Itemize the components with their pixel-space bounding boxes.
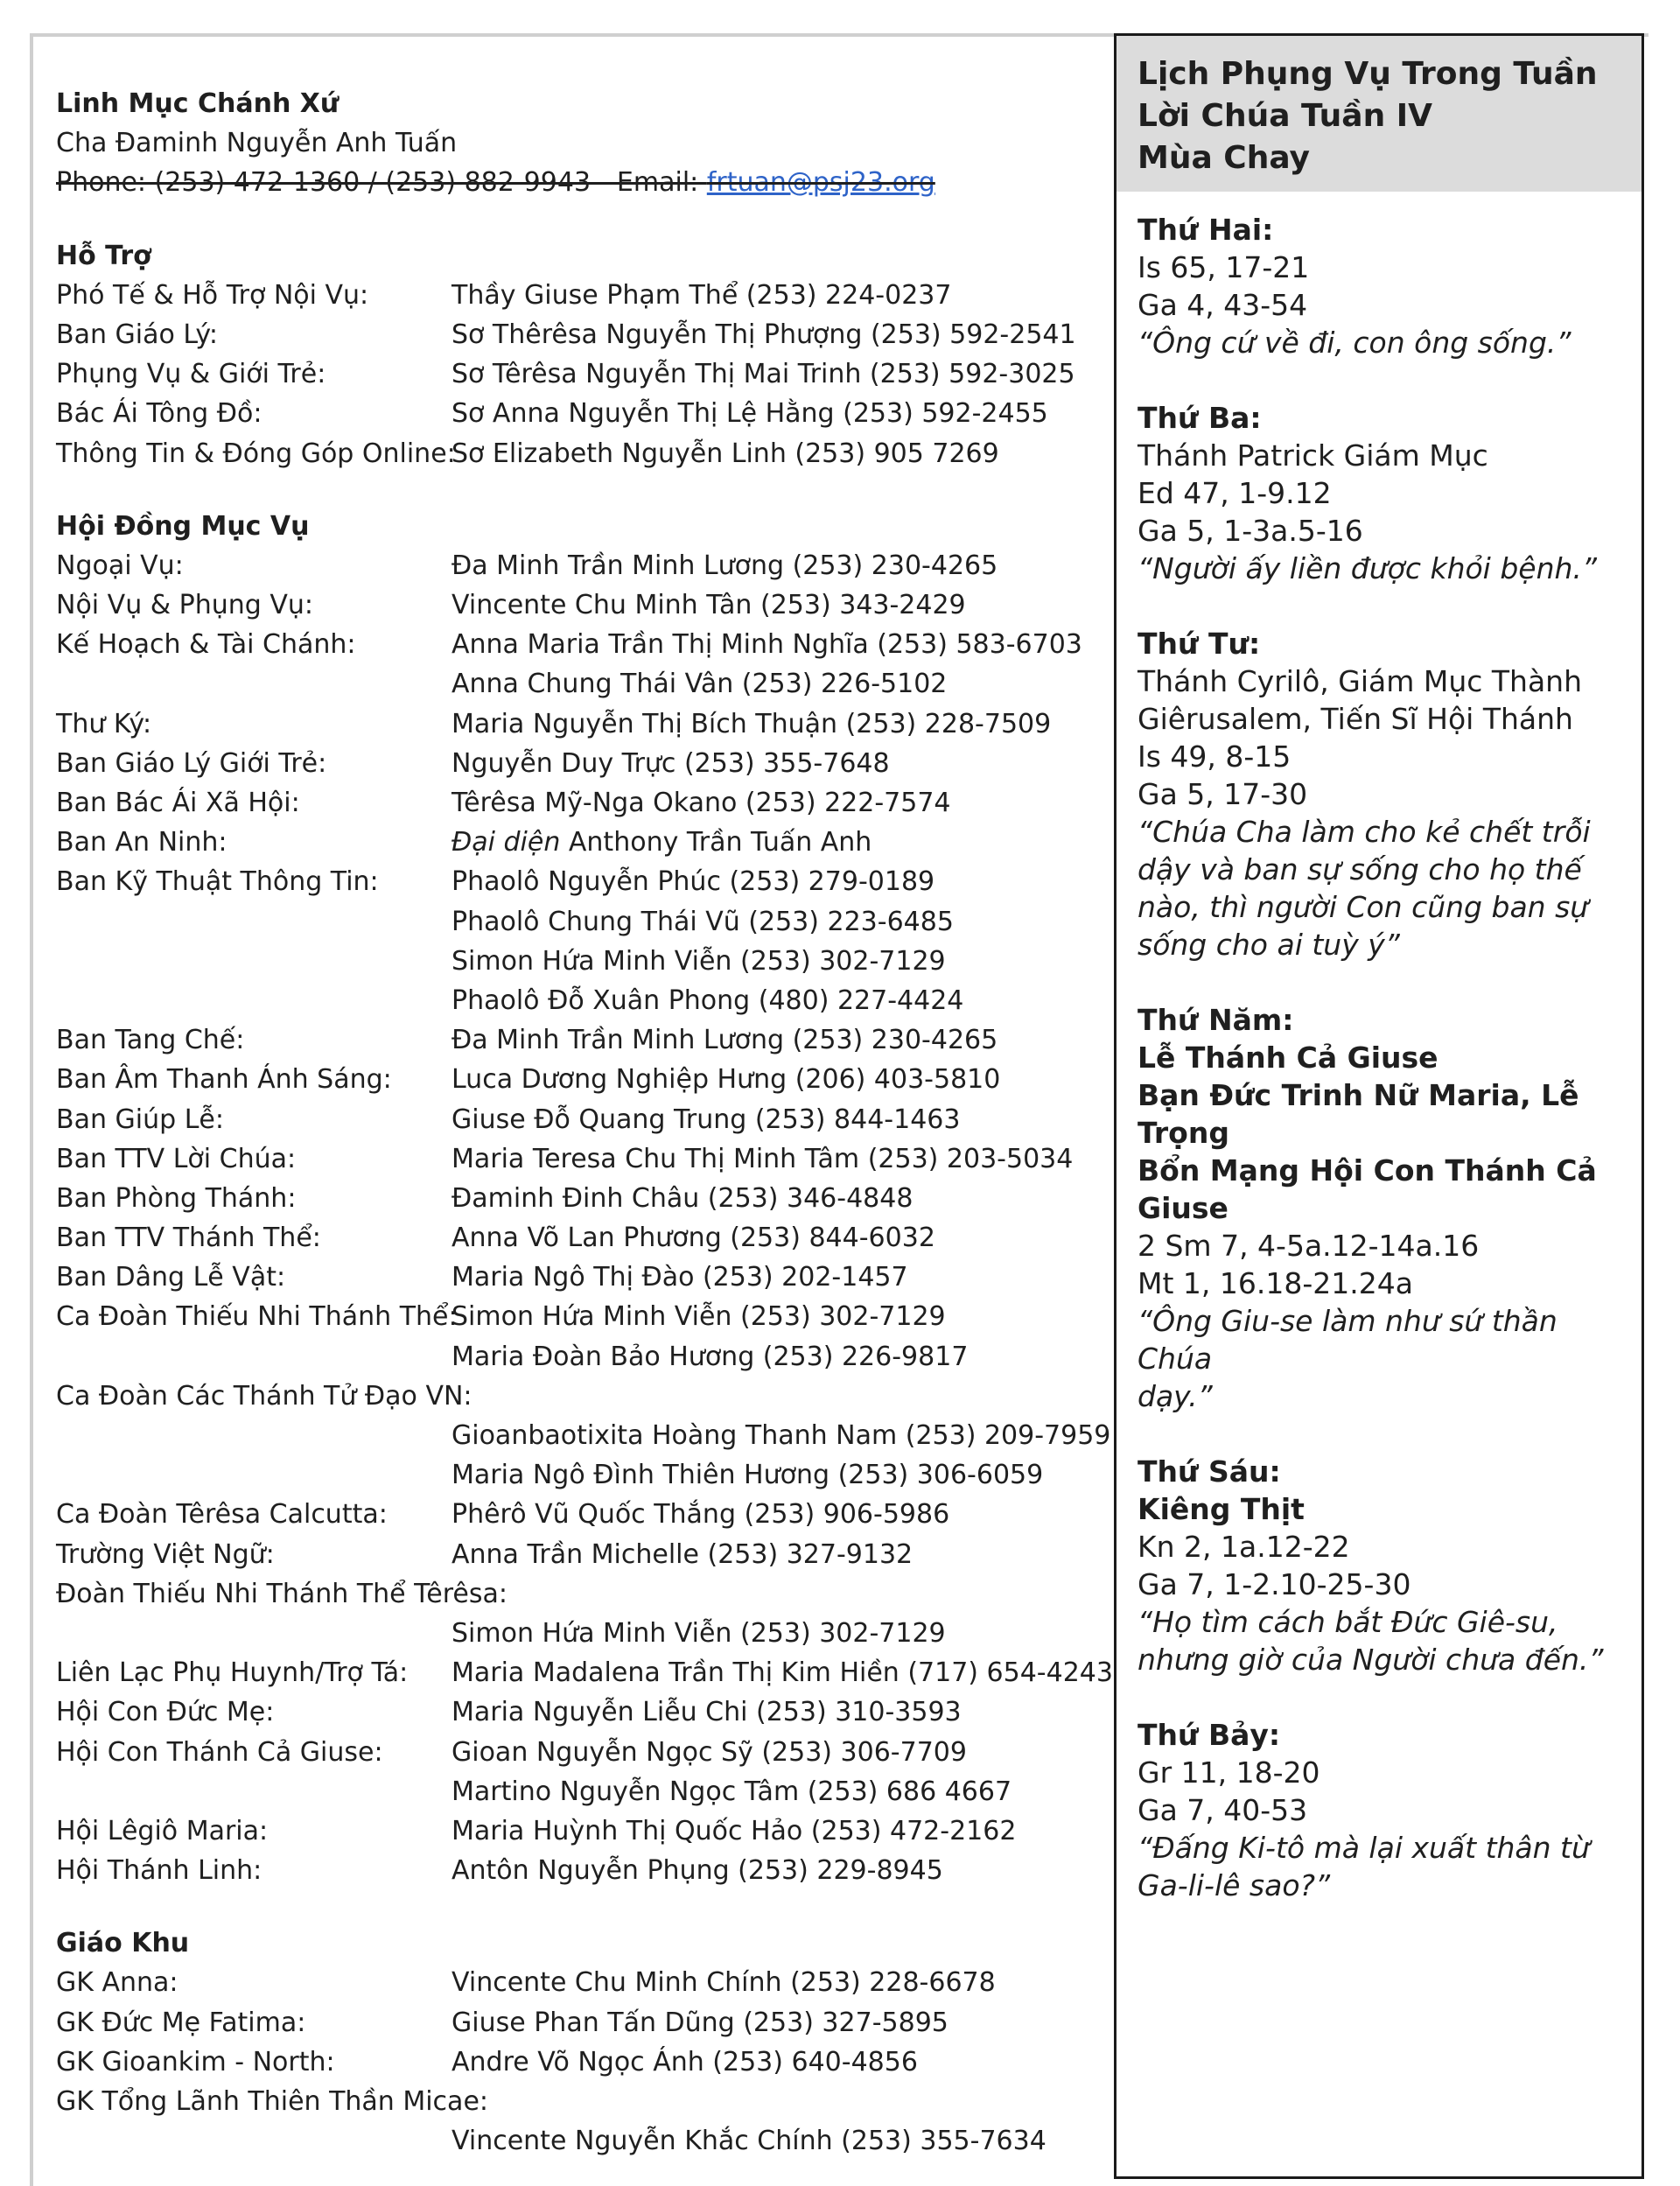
gospel-quote: sống cho ai tuỳ ý” — [1138, 928, 1400, 962]
person-contact — [452, 1535, 913, 1574]
directory-row — [56, 354, 1097, 394]
pastor-heading: Linh Mục Chánh Xứ — [56, 88, 340, 119]
person-contact — [452, 1218, 935, 1258]
person-contact — [452, 2121, 1046, 2161]
liturgy-title-line: Mùa Chay — [1138, 140, 1310, 176]
person-text: Phaolô Đỗ Xuân Phong (480) 227-4424 — [452, 984, 964, 1016]
role-label: GK Đức Mẹ Fatima: — [56, 2007, 306, 2038]
person-text: Anthony Trần Tuấn Anh — [560, 827, 872, 858]
liturgy-panel — [1114, 33, 1644, 2179]
directory-row — [56, 315, 1097, 354]
directory-row — [56, 1377, 1097, 1416]
person-text: Đa Minh Trần Minh Lương (253) 230-4265 — [452, 550, 998, 581]
person-text: Maria Madalena Trần Thị Kim Hiền (717) 654-4243 — [452, 1657, 1113, 1689]
directory-row — [56, 1692, 1097, 1732]
liturgy-title-line: Lời Chúa Tuần IV — [1138, 98, 1432, 134]
role-label: Ban Giáo Lý: — [56, 319, 219, 350]
role-label: Hội Con Đức Mẹ: — [56, 1697, 275, 1728]
person-text: Maria Teresa Chu Thị Minh Tâm (253) 203-5034 — [452, 1143, 1074, 1174]
person-text: Nguyễn Duy Trực (253) 355-7648 — [452, 747, 890, 779]
directory-row — [56, 1653, 1113, 1692]
person-text: Maria Đoàn Bảo Hương (253) 226-9817 — [452, 1341, 969, 1372]
weekday-label: Thứ Tư: — [1138, 627, 1261, 661]
person-text: Giuse Phan Tấn Dũng (253) 327-5895 — [452, 2007, 948, 2038]
person-contact — [452, 862, 934, 901]
person-text: Anna Chung Thái Vân (253) 226-5102 — [452, 669, 948, 700]
directory-row — [56, 902, 1097, 942]
role-label: Hội Con Thánh Cả Giuse: — [56, 1736, 383, 1768]
person-text: Đaminh Đinh Châu (253) 346-4848 — [452, 1182, 914, 1214]
pastor-email-link[interactable]: frtuan@psj23.org — [706, 167, 935, 199]
directory-row — [56, 1100, 1097, 1139]
directory-row — [56, 1772, 1097, 1811]
directory-row — [56, 942, 1097, 981]
liturgy-title — [1116, 36, 1642, 192]
person-contact — [452, 1297, 946, 1336]
directory-row — [56, 783, 1097, 823]
role-label: Ban Dâng Lễ Vật: — [56, 1262, 286, 1293]
role-label: Ban Giúp Lễ: — [56, 1104, 224, 1135]
gospel-quote: “Ông Giu-se làm như sứ thần Chúa — [1138, 1304, 1558, 1376]
person-text: Têrêsa Mỹ-Nga Okano (253) 222-7574 — [452, 788, 951, 818]
role-label: Ban Tang Chế: — [56, 1025, 245, 1056]
person-text: Sơ Elizabeth Nguyễn Linh (253) 905 7269 — [452, 438, 999, 469]
role-label: Liên Lạc Phụ Huynh/Trợ Tá: — [56, 1657, 409, 1689]
directory-row — [56, 862, 1097, 901]
person-contact — [452, 1455, 1043, 1495]
reading-line: Is 49, 8-15 — [1138, 739, 1292, 774]
person-text: Vincente Nguyễn Khắc Chính (253) 355-7634 — [452, 2126, 1046, 2157]
person-contact — [452, 1258, 908, 1297]
person-contact — [452, 546, 998, 585]
person-contact — [452, 783, 951, 823]
reading-line: Thánh Cyrilô, Giám Mục Thành — [1138, 664, 1583, 698]
person-contact — [452, 1851, 943, 1890]
person-text: Maria Ngô Đình Thiên Hương (253) 306-6059 — [452, 1460, 1044, 1491]
role-label: Ban TTV Lời Chúa: — [56, 1143, 297, 1174]
role-label: Ban Giáo Lý Giới Trẻ: — [56, 747, 327, 779]
directory-row — [56, 1416, 1111, 1455]
role-label: Kế Hoạch & Tài Chánh: — [56, 629, 356, 661]
person-text: Maria Ngô Thị Đào (253) 202-1457 — [452, 1262, 908, 1293]
directory-column — [56, 84, 1113, 2161]
reading-line: Ga 7, 40-53 — [1138, 1793, 1308, 1827]
person-text: Simon Hứa Minh Viễn (253) 302-7129 — [452, 1617, 946, 1649]
reading-line: Kn 2, 1a.12-22 — [1138, 1530, 1350, 1564]
role-label: Ca Đoàn Thiếu Nhi Thánh Thể: — [56, 1301, 458, 1333]
person-contact — [452, 1060, 1000, 1099]
feast-name: Bạn Đức Trinh Nữ Maria, Lễ — [1138, 1078, 1579, 1112]
directory-row — [56, 1733, 1097, 1772]
person-text: Gioan Nguyễn Ngọc Sỹ (253) 306-7709 — [452, 1736, 967, 1768]
person-contact — [452, 704, 1051, 744]
directory-row — [56, 1139, 1097, 1179]
person-contact — [452, 354, 1075, 394]
person-contact — [452, 1416, 1110, 1455]
person-contact — [452, 1614, 946, 1653]
person-contact — [452, 394, 1048, 433]
representative-note: Đại diện — [452, 827, 561, 858]
role-label: Thông Tin & Đóng Góp Online: — [56, 438, 456, 469]
person-contact — [452, 1733, 967, 1772]
person-contact — [452, 1179, 913, 1218]
role-label: Thư Ký: — [56, 708, 152, 739]
person-text: Luca Dương Nghiệp Hưng (206) 403-5810 — [452, 1064, 1001, 1096]
person-text: Anna Trần Michelle (253) 327-9132 — [452, 1538, 914, 1570]
person-text: Antôn Nguyễn Phụng (253) 229-8945 — [452, 1855, 943, 1887]
directory-row — [56, 1851, 1097, 1890]
liturgy-days — [1116, 192, 1642, 1904]
weekday-label: Thứ Sáu: — [1138, 1454, 1281, 1489]
role-label: Nội Vụ & Phụng Vụ: — [56, 590, 314, 621]
person-contact — [452, 276, 951, 315]
directory-row — [56, 2121, 1097, 2161]
person-text: Đa Minh Trần Minh Lương (253) 230-4265 — [452, 1025, 998, 1056]
directory-row — [56, 1337, 1097, 1377]
person-contact — [452, 1020, 998, 1060]
day-spacer — [1138, 1415, 1631, 1453]
role-label: Ban An Ninh: — [56, 827, 228, 858]
gospel-quote: “Đấng Ki-tô mà lại xuất thân từ — [1138, 1831, 1590, 1865]
directory-row — [56, 1495, 1097, 1534]
directory-row — [56, 1218, 1097, 1258]
role-label: GK Gioankim - North: — [56, 2046, 335, 2077]
pastor-phone: Phone: (253) 472-1360 / (253) 882-9943 - Email: — [56, 167, 707, 199]
role-label: Phụng Vụ & Giới Trẻ: — [56, 359, 326, 390]
person-contact — [452, 1337, 968, 1377]
person-contact — [452, 823, 872, 862]
person-contact — [452, 1495, 949, 1534]
person-text: Simon Hứa Minh Viễn (253) 302-7129 — [452, 1301, 946, 1333]
role-label: Bác Ái Tông Đồ: — [56, 398, 262, 430]
directory-row — [56, 1811, 1097, 1851]
role-label: GK Tổng Lãnh Thiên Thần Micae: — [56, 2086, 489, 2117]
directory-row — [56, 664, 1097, 704]
reading-line: Ga 4, 43-54 — [1138, 288, 1308, 322]
directory-row — [56, 2003, 1097, 2042]
feast-name: Bổn Mạng Hội Con Thánh Cả — [1138, 1153, 1597, 1188]
directory-row — [56, 1614, 1097, 1653]
role-label: Ban Phòng Thánh: — [56, 1182, 297, 1214]
role-label: Ca Đoàn Các Thánh Tử Đạo VN: — [56, 1380, 472, 1412]
person-text: Maria Huỳnh Thị Quốc Hảo (253) 472-2162 — [452, 1815, 1017, 1846]
person-text: Phaolô Chung Thái Vũ (253) 223-6485 — [452, 906, 954, 937]
person-text: Sơ Têrêsa Nguyễn Thị Mai Trinh (253) 592-3025 — [452, 359, 1075, 390]
council-heading: Hội Đồng Mục Vụ — [56, 510, 310, 542]
reading-line: 2 Sm 7, 4-5a.12-14a.16 — [1138, 1229, 1480, 1263]
directory-row — [56, 1455, 1097, 1495]
gospel-quote: Ga-li-lê sao?” — [1138, 1868, 1331, 1902]
person-text: Sơ Thêrêsa Nguyễn Thị Phượng (253) 592-2541 — [452, 319, 1076, 350]
person-contact — [452, 1653, 1113, 1692]
role-label: Ban TTV Thánh Thể: — [56, 1223, 321, 1254]
person-contact — [452, 1963, 996, 2002]
day-spacer — [1138, 361, 1631, 399]
person-contact — [452, 585, 966, 625]
person-contact — [452, 625, 1082, 664]
feast-name: Lễ Thánh Cả Giuse — [1138, 1040, 1438, 1075]
person-text: Anna Maria Trần Thị Minh Nghĩa (253) 583-6703 — [452, 629, 1082, 661]
directory-row — [56, 276, 1097, 315]
person-text: Vincente Chu Minh Chính (253) 228-6678 — [452, 1967, 996, 1999]
directory-row — [56, 1258, 1097, 1297]
role-label: Ngoại Vụ: — [56, 550, 184, 581]
person-contact — [452, 315, 1076, 354]
feast-name: Trọng — [1138, 1116, 1229, 1150]
person-text: Phêrô Vũ Quốc Thắng (253) 906-5986 — [452, 1499, 950, 1531]
person-contact — [452, 1772, 1012, 1811]
reading-line: Ga 7, 1-2.10-25-30 — [1138, 1567, 1411, 1601]
person-text: Simon Hứa Minh Viễn (253) 302-7129 — [452, 945, 946, 977]
person-text: Anna Võ Lan Phương (253) 844-6032 — [452, 1223, 935, 1254]
person-contact — [452, 744, 890, 783]
day-spacer — [1138, 1678, 1631, 1716]
day-spacer — [1138, 587, 1631, 625]
feast-name: Kiêng Thịt — [1138, 1492, 1305, 1526]
directory-row — [56, 2042, 1097, 2082]
person-text: Giuse Đỗ Quang Trung (253) 844-1463 — [452, 1104, 961, 1135]
weekday-label: Thứ Hai: — [1138, 213, 1274, 247]
districts-heading: Giáo Khu — [56, 1928, 190, 1959]
reading-line: Ed 47, 1-9.12 — [1138, 476, 1332, 510]
reading-line: Giêrusalem, Tiến Sĩ Hội Thánh — [1138, 702, 1573, 736]
pastor-contact — [56, 163, 1097, 202]
person-text: Vincente Chu Minh Tân (253) 343-2429 — [452, 590, 966, 621]
gospel-quote: nhưng giờ của Người chưa đến.” — [1138, 1643, 1604, 1677]
role-label: Trường Việt Ngữ: — [56, 1538, 275, 1570]
directory-row — [56, 1535, 1097, 1574]
directory-row — [56, 744, 1097, 783]
gospel-quote: “Họ tìm cách bắt Đức Giê-su, — [1138, 1605, 1558, 1639]
liturgy-title-line: Lịch Phụng Vụ Trong Tuần — [1138, 56, 1598, 92]
directory-row — [56, 394, 1097, 433]
role-label: Ban Âm Thanh Ánh Sáng: — [56, 1064, 392, 1096]
reading-line: Ga 5, 1-3a.5-16 — [1138, 514, 1363, 548]
person-contact — [452, 1811, 1016, 1851]
directory-row — [56, 823, 1097, 862]
districts-list — [56, 1963, 1097, 2161]
person-contact — [452, 1100, 960, 1139]
role-label: GK Anna: — [56, 1967, 178, 1999]
directory-row — [56, 1297, 1097, 1336]
weekday-label: Thứ Bảy: — [1138, 1718, 1281, 1752]
person-text: Andre Võ Ngọc Ánh (253) 640-4856 — [452, 2046, 918, 2077]
person-contact — [452, 664, 947, 704]
gospel-quote: dạy.” — [1138, 1379, 1213, 1413]
directory-row — [56, 1963, 1097, 2002]
directory-row — [56, 704, 1097, 744]
person-text: Maria Nguyễn Liễu Chi (253) 310-3593 — [452, 1697, 962, 1728]
person-contact — [452, 1139, 1073, 1179]
reading-line: Thánh Patrick Giám Mục — [1138, 438, 1488, 473]
person-contact — [452, 1692, 962, 1732]
person-contact — [452, 981, 963, 1020]
person-text: Phaolô Nguyễn Phúc (253) 279-0189 — [452, 866, 935, 898]
directory-row — [56, 625, 1097, 664]
gospel-quote: “Người ấy liền được khỏi bệnh.” — [1138, 551, 1598, 585]
support-heading: Hỗ Trợ — [56, 240, 151, 271]
person-contact — [452, 434, 999, 473]
role-label: Ban Bác Ái Xã Hội: — [56, 788, 300, 818]
person-text: Thầy Giuse Phạm Thể (253) 224-0237 — [452, 279, 952, 311]
directory-row — [56, 1020, 1097, 1060]
role-label: Ban Kỹ Thuật Thông Tin: — [56, 866, 379, 898]
pastor-name: Cha Đaminh Nguyễn Anh Tuấn — [56, 128, 458, 159]
person-contact — [452, 942, 946, 981]
role-label: Hội Lêgiô Maria: — [56, 1815, 269, 1846]
directory-row — [56, 1574, 1097, 1614]
person-text: Gioanbaotixita Hoàng Thanh Nam (253) 209-7959 — [452, 1420, 1111, 1451]
role-label: Ca Đoàn Têrêsa Calcutta: — [56, 1499, 388, 1531]
role-label: Phó Tế & Hỗ Trợ Nội Vụ: — [56, 279, 369, 311]
feast-name: Giuse — [1138, 1191, 1228, 1225]
role-label: Hội Thánh Linh: — [56, 1855, 262, 1887]
weekday-label: Thứ Năm: — [1138, 1003, 1294, 1037]
gospel-quote: “Chúa Cha làm cho kẻ chết trỗi — [1138, 815, 1591, 849]
reading-line: Gr 11, 18-20 — [1138, 1755, 1320, 1790]
person-text: Martino Nguyễn Ngọc Tâm (253) 686 4667 — [452, 1776, 1012, 1807]
directory-row — [56, 1060, 1097, 1099]
directory-row — [56, 585, 1097, 625]
directory-row — [56, 546, 1097, 585]
person-contact — [452, 2003, 948, 2042]
support-list — [56, 276, 1097, 473]
person-text: Sơ Anna Nguyễn Thị Lệ Hằng (253) 592-2455 — [452, 398, 1048, 430]
council-list — [56, 546, 1113, 1890]
directory-row — [56, 2082, 1097, 2121]
person-contact — [452, 902, 954, 942]
directory-row — [56, 434, 1097, 473]
weekday-label: Thứ Ba: — [1138, 401, 1262, 435]
gospel-quote: nào, thì người Con cũng ban sự — [1138, 890, 1589, 924]
reading-line: Is 65, 17-21 — [1138, 250, 1310, 284]
day-spacer — [1138, 963, 1631, 1001]
role-label: Đoàn Thiếu Nhi Thánh Thể Têrêsa: — [56, 1578, 508, 1609]
directory-row — [56, 981, 1097, 1020]
person-text: Maria Nguyễn Thị Bích Thuận (253) 228-7509 — [452, 708, 1052, 739]
gospel-quote: dậy và ban sự sống cho họ thế — [1138, 852, 1582, 886]
person-contact — [452, 2042, 918, 2082]
reading-line: Mt 1, 16.18-21.24a — [1138, 1266, 1413, 1300]
reading-line: Ga 5, 17-30 — [1138, 777, 1308, 811]
directory-row — [56, 1179, 1097, 1218]
gospel-quote: “Ông cứ về đi, con ông sống.” — [1138, 326, 1572, 360]
